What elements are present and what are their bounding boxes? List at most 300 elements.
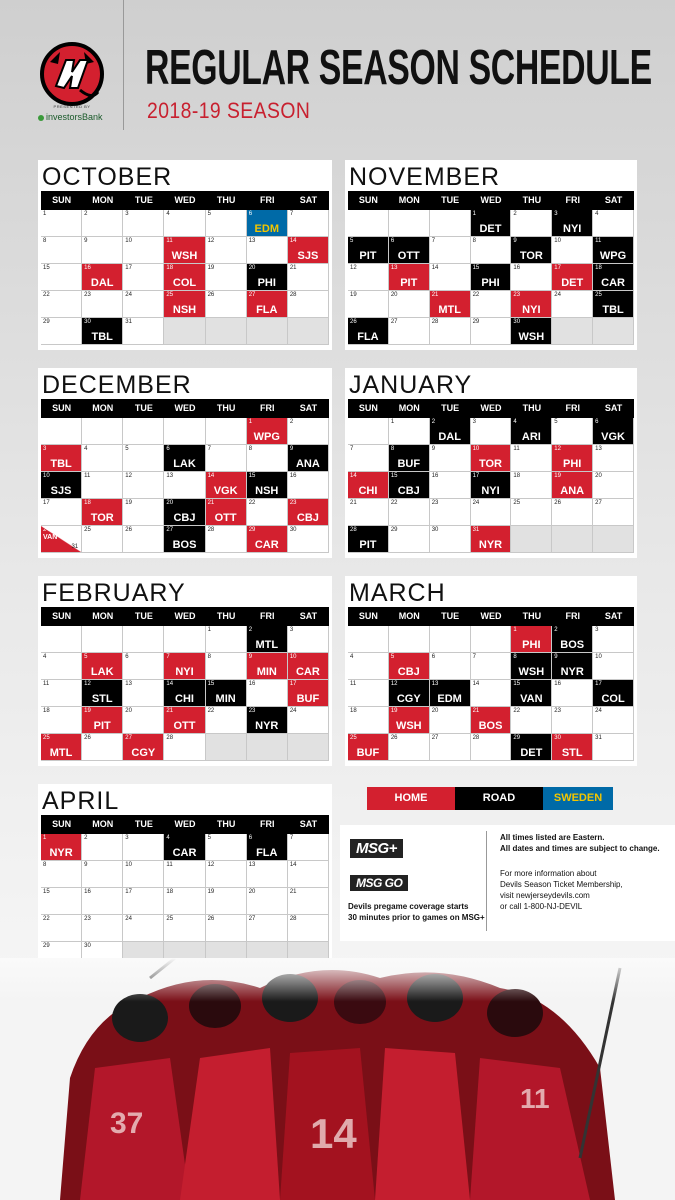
- day-number: 6: [166, 446, 170, 452]
- month-grid: [348, 418, 634, 553]
- day-number: 23: [84, 916, 91, 922]
- day-cell: [348, 499, 389, 526]
- calendar-march: [345, 576, 637, 766]
- day-cell: [593, 653, 634, 680]
- game-cell: [552, 626, 593, 653]
- day-number: 10: [125, 862, 132, 868]
- opponent-label: NSH: [255, 485, 279, 497]
- broadcast-info-box: [340, 825, 675, 941]
- day-number: 13: [431, 681, 439, 687]
- game-cell: [206, 680, 247, 707]
- opponent-label: WSH: [518, 331, 545, 343]
- game-cell: [593, 264, 634, 291]
- game-cell: [288, 680, 329, 707]
- day-number: 15: [390, 473, 398, 479]
- opponent-label: CHI: [175, 693, 194, 705]
- day-cell: [593, 734, 634, 761]
- weekday-header: [348, 191, 634, 210]
- weekday-label: FRI: [260, 819, 275, 829]
- month-grid: [41, 626, 329, 761]
- day-cell: [206, 237, 247, 264]
- day-number: 1: [513, 627, 517, 633]
- weekday-label: SUN: [358, 195, 378, 205]
- day-cell: [593, 210, 634, 237]
- game-cell: [247, 526, 288, 553]
- weekday-header: [348, 607, 634, 626]
- day-number: 9: [248, 654, 253, 660]
- day-cell: [288, 861, 329, 888]
- weekday-label: SUN: [52, 611, 72, 621]
- day-number: 28: [472, 735, 480, 741]
- weekday-label: WED: [174, 819, 196, 829]
- day-number: 9: [431, 446, 436, 452]
- day-number: 14: [289, 862, 297, 868]
- game-cell: [247, 653, 288, 680]
- opponent-label: BOS: [172, 539, 197, 551]
- game-cell: [82, 499, 123, 526]
- legend-road: ROAD: [455, 787, 543, 810]
- weekday-label: SUN: [52, 819, 72, 829]
- day-cell: [471, 237, 512, 264]
- day-number: 6: [595, 419, 599, 425]
- game-cell: [389, 707, 430, 734]
- opponent-label: PIT: [400, 277, 418, 289]
- game-cell: [471, 707, 512, 734]
- day-number: 23: [289, 500, 297, 506]
- opponent-label: PIT: [359, 250, 377, 262]
- weekday-label: MON: [92, 819, 114, 829]
- calendar-october: [38, 160, 332, 350]
- legend-home: HOME: [367, 787, 455, 810]
- opponent-label: CBJ: [397, 485, 420, 497]
- day-cell: [247, 861, 288, 888]
- opponent-label: NSH: [172, 304, 197, 316]
- game-cell: [389, 445, 430, 472]
- opponent-label: BUF: [397, 458, 421, 470]
- opponent-label: TBL: [50, 458, 72, 470]
- day-number: 31: [71, 544, 79, 550]
- day-cell: [430, 734, 471, 761]
- day-cell: [471, 291, 512, 318]
- day-cell: [552, 680, 593, 707]
- day-number: 1: [472, 211, 476, 217]
- day-number: 13: [595, 446, 602, 452]
- day-number: 20: [248, 265, 256, 271]
- game-cell: [247, 707, 288, 734]
- day-cell: [288, 264, 329, 291]
- day-number: 28: [350, 527, 357, 533]
- weekday-label: SUN: [358, 611, 378, 621]
- game-cell: [123, 734, 164, 761]
- day-number: 9: [84, 862, 88, 868]
- weekday-header: [41, 399, 329, 418]
- weekday-label: THU: [522, 403, 542, 413]
- day-cell: [511, 445, 552, 472]
- game-cell: [41, 445, 82, 472]
- day-number: 17: [554, 265, 561, 271]
- weekday-label: THU: [216, 403, 236, 413]
- day-number: 29: [43, 943, 50, 949]
- day-number: 21: [431, 292, 439, 298]
- day-number: 6: [248, 211, 253, 217]
- game-cell: [430, 680, 471, 707]
- day-cell: [164, 418, 205, 445]
- calendar-january: [345, 368, 637, 558]
- day-cell: [123, 526, 164, 553]
- weekday-header: [348, 399, 634, 418]
- day-cell: [348, 626, 389, 653]
- day-cell: [164, 861, 205, 888]
- day-number: 15: [248, 473, 256, 479]
- weekday-header: [41, 607, 329, 626]
- day-cell: [247, 237, 288, 264]
- day-cell: [593, 445, 634, 472]
- pregame-line-2: 30 minutes prior to games on MSG+: [348, 913, 485, 922]
- weekday-label: FRI: [565, 195, 580, 205]
- day-cell: [123, 499, 164, 526]
- game-cell: [247, 834, 288, 861]
- day-cell: [389, 626, 430, 653]
- day-number: 17: [472, 473, 480, 479]
- opponent-label: FLA: [256, 847, 278, 859]
- day-number: 1: [43, 835, 47, 841]
- day-cell: [348, 653, 389, 680]
- day-number: 16: [554, 681, 561, 687]
- opponent-label: FLA: [357, 331, 379, 343]
- day-number: 2: [84, 835, 88, 841]
- day-number: 8: [207, 654, 211, 660]
- day-cell: [430, 264, 471, 291]
- split-day-cell: [41, 526, 82, 553]
- day-number: 12: [84, 681, 91, 687]
- opponent-label: CAR: [254, 539, 279, 551]
- day-cell: [41, 707, 82, 734]
- weekday-header: [41, 815, 329, 834]
- day-cell: [123, 237, 164, 264]
- day-number: 3: [289, 627, 294, 633]
- game-cell: [593, 237, 634, 264]
- day-cell: [471, 626, 512, 653]
- day-number: 11: [166, 238, 173, 244]
- weekday-label: WED: [480, 403, 502, 413]
- day-number: 7: [431, 238, 436, 244]
- opponent-label: BOS: [478, 720, 503, 732]
- month-name: MARCH: [349, 579, 446, 607]
- day-number: 25: [84, 527, 91, 533]
- day-number: 11: [513, 446, 520, 452]
- opponent-label: FLA: [256, 304, 278, 316]
- day-cell: [164, 915, 205, 942]
- day-cell: [552, 526, 593, 553]
- day-number: 18: [166, 265, 174, 271]
- opponent-label: OTT: [214, 512, 237, 524]
- day-cell: [123, 680, 164, 707]
- day-number: 8: [513, 654, 517, 660]
- day-cell: [206, 707, 247, 734]
- game-cell: [593, 418, 634, 445]
- day-cell: [206, 626, 247, 653]
- weekday-label: THU: [522, 195, 542, 205]
- opponent-label: STL: [91, 693, 113, 705]
- day-cell: [41, 653, 82, 680]
- day-number: 15: [43, 889, 50, 895]
- game-cell: [164, 445, 205, 472]
- day-cell: [82, 888, 123, 915]
- day-cell: [348, 445, 389, 472]
- team-celebration-photo: [0, 958, 675, 1200]
- game-cell: [389, 237, 430, 264]
- day-number: 21: [166, 708, 174, 714]
- day-number: 26: [390, 735, 398, 741]
- day-cell: [247, 734, 288, 761]
- day-number: 9: [554, 654, 558, 660]
- day-cell: [511, 264, 552, 291]
- day-number: 25: [513, 500, 521, 506]
- opponent-label: DAL: [90, 277, 114, 289]
- game-cell: [511, 626, 552, 653]
- day-number: 19: [125, 500, 132, 506]
- opponent-label: BUF: [296, 693, 320, 705]
- membership-info: [500, 868, 623, 912]
- day-cell: [348, 291, 389, 318]
- day-cell: [164, 472, 205, 499]
- day-cell: [511, 210, 552, 237]
- game-cell: [247, 291, 288, 318]
- month-grid: [41, 418, 329, 553]
- day-number: 5: [84, 654, 88, 660]
- weekday-label: TUE: [441, 195, 460, 205]
- day-number: 23: [554, 708, 561, 714]
- opponent-label: DET: [479, 223, 502, 235]
- day-cell: [389, 318, 430, 345]
- day-number: 27: [248, 916, 256, 922]
- day-number: 8: [248, 446, 253, 452]
- day-number: 14: [166, 681, 174, 687]
- day-number: 30: [84, 319, 91, 325]
- day-cell: [206, 291, 247, 318]
- opponent-label: LAK: [90, 666, 114, 678]
- day-number: 13: [390, 265, 398, 271]
- opponent-label: MTL: [438, 304, 461, 316]
- day-cell: [206, 888, 247, 915]
- day-cell: [123, 861, 164, 888]
- day-cell: [430, 653, 471, 680]
- weekday-label: TUE: [134, 611, 153, 621]
- day-cell: [41, 626, 82, 653]
- day-cell: [123, 264, 164, 291]
- game-cell: [82, 707, 123, 734]
- opponent-label: PHI: [522, 639, 541, 651]
- day-cell: [206, 318, 247, 345]
- weekday-label: TUE: [441, 403, 460, 413]
- day-cell: [82, 526, 123, 553]
- day-number: 22: [207, 708, 215, 714]
- weekday-label: WED: [480, 611, 502, 621]
- calendar-april: [38, 784, 332, 974]
- day-cell: [206, 734, 247, 761]
- game-cell: [389, 472, 430, 499]
- day-cell: [247, 318, 288, 345]
- opponent-label: OTT: [397, 250, 420, 262]
- day-number: 24: [43, 527, 50, 533]
- day-cell: [593, 499, 634, 526]
- weekday-label: SAT: [604, 195, 623, 205]
- day-number: 4: [166, 211, 170, 217]
- info-line-2: Devils Season Ticket Membership,: [500, 880, 623, 889]
- day-number: 30: [84, 943, 91, 949]
- opponent-label: CAR: [172, 847, 197, 859]
- season-subtitle: 2018-19 SEASON: [147, 98, 311, 123]
- time-notes: [500, 832, 660, 854]
- weekday-label: THU: [216, 195, 236, 205]
- day-number: 10: [554, 238, 561, 244]
- day-number: 31: [595, 735, 602, 741]
- day-cell: [511, 526, 552, 553]
- weekday-label: WED: [174, 611, 196, 621]
- day-number: 18: [595, 265, 602, 271]
- day-number: 21: [289, 889, 297, 895]
- opponent-label: WPG: [253, 431, 280, 443]
- game-cell: [471, 472, 512, 499]
- day-cell: [41, 888, 82, 915]
- weekday-label: FRI: [260, 611, 275, 621]
- day-cell: [82, 861, 123, 888]
- game-cell: [206, 499, 247, 526]
- weekday-label: SAT: [299, 195, 318, 205]
- day-number: 1: [207, 627, 211, 633]
- opponent-label: TBL: [91, 331, 113, 343]
- opponent-label: MTL: [255, 639, 279, 651]
- day-number: 26: [125, 527, 132, 533]
- day-number: 7: [472, 654, 476, 660]
- game-cell: [552, 445, 593, 472]
- day-number: 6: [125, 654, 129, 660]
- day-cell: [288, 472, 329, 499]
- day-cell: [430, 707, 471, 734]
- day-cell: [471, 734, 512, 761]
- month-name: NOVEMBER: [349, 163, 501, 191]
- day-number: 15: [513, 681, 521, 687]
- opponent-label: TBL: [602, 304, 624, 316]
- day-cell: [348, 680, 389, 707]
- month-grid: [348, 626, 634, 761]
- day-cell: [348, 210, 389, 237]
- day-cell: [206, 526, 247, 553]
- day-number: 29: [248, 527, 256, 533]
- day-cell: [82, 445, 123, 472]
- game-cell: [247, 264, 288, 291]
- opponent-label: COL: [172, 277, 197, 289]
- opponent-label: NYI: [522, 304, 541, 316]
- calendar-december: [38, 368, 332, 558]
- day-cell: [288, 626, 329, 653]
- day-cell: [288, 734, 329, 761]
- opponent-label: PIT: [359, 539, 377, 551]
- opponent-label: LAK: [173, 458, 196, 470]
- opponent-label: BOS: [560, 639, 585, 651]
- opponent-label: TOR: [478, 458, 502, 470]
- day-cell: [82, 418, 123, 445]
- opponent-label: MIN: [215, 693, 236, 705]
- day-number: 25: [166, 916, 174, 922]
- day-number: 7: [289, 211, 294, 217]
- day-number: 16: [431, 473, 439, 479]
- weekday-label: SAT: [299, 611, 318, 621]
- day-number: 26: [207, 292, 215, 298]
- day-cell: [288, 418, 329, 445]
- day-cell: [247, 680, 288, 707]
- day-number: 19: [350, 292, 357, 298]
- day-number: 13: [166, 473, 174, 479]
- game-cell: [164, 291, 205, 318]
- day-cell: [471, 499, 512, 526]
- day-cell: [288, 915, 329, 942]
- month-grid: [41, 210, 329, 345]
- day-number: 17: [125, 265, 132, 271]
- time-note-2: All dates and times are subject to change.: [500, 844, 660, 853]
- day-number: 8: [43, 238, 47, 244]
- day-number: 10: [43, 473, 50, 479]
- day-cell: [41, 291, 82, 318]
- pregame-line-1: Devils pregame coverage starts: [348, 902, 469, 911]
- day-cell: [41, 418, 82, 445]
- opponent-label: NYR: [49, 847, 73, 859]
- day-number: 5: [554, 419, 558, 425]
- header-divider: [123, 0, 124, 130]
- info-line-4: or call 1-800-NJ-DEVIL: [500, 902, 583, 911]
- day-number: 20: [125, 708, 132, 714]
- weekday-label: TUE: [134, 195, 153, 205]
- day-cell: [123, 472, 164, 499]
- opponent-label: DAL: [438, 431, 461, 443]
- opponent-label: NYI: [481, 485, 500, 497]
- day-cell: [430, 237, 471, 264]
- opponent-label: NYR: [255, 720, 279, 732]
- day-number: 25: [350, 735, 357, 741]
- day-number: 8: [472, 238, 476, 244]
- day-cell: [82, 472, 123, 499]
- day-number: 7: [166, 654, 170, 660]
- weekday-label: MON: [92, 611, 114, 621]
- day-number: 29: [513, 735, 521, 741]
- day-number: 28: [431, 319, 439, 325]
- day-cell: [247, 915, 288, 942]
- opponent-label: SJS: [297, 250, 319, 262]
- day-number: 12: [207, 862, 215, 868]
- day-number: 8: [43, 862, 47, 868]
- day-cell: [430, 210, 471, 237]
- day-cell: [552, 237, 593, 264]
- game-cell: [348, 237, 389, 264]
- day-cell: [247, 445, 288, 472]
- month-name: DECEMBER: [42, 371, 192, 399]
- day-cell: [41, 499, 82, 526]
- day-cell: [348, 264, 389, 291]
- day-number: 18: [84, 500, 91, 506]
- game-cell: [552, 264, 593, 291]
- day-cell: [164, 318, 205, 345]
- day-cell: [164, 626, 205, 653]
- day-number: 22: [43, 916, 50, 922]
- day-cell: [430, 499, 471, 526]
- day-number: 19: [84, 708, 91, 714]
- day-cell: [164, 210, 205, 237]
- day-number: 11: [43, 681, 50, 687]
- opponent-label: ARI: [521, 431, 541, 443]
- day-number: 18: [166, 889, 174, 895]
- day-cell: [430, 318, 471, 345]
- day-cell: [389, 499, 430, 526]
